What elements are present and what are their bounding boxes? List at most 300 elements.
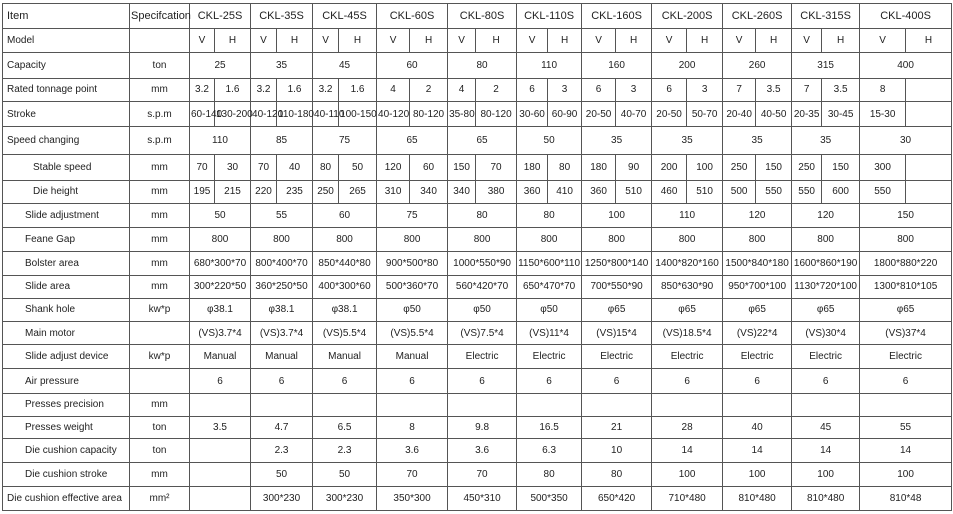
value-cell: 6: [313, 369, 377, 393]
value-cell: 20-40: [723, 101, 756, 126]
value-cell: 180: [517, 155, 548, 180]
value-cell: 15-30: [860, 101, 906, 126]
value-cell: 3.2: [313, 78, 339, 101]
value-cell: 800: [190, 228, 251, 252]
value-cell: 9.8: [448, 416, 517, 438]
value-cell: 70: [377, 463, 448, 486]
value-cell: 85: [251, 127, 313, 155]
value-cell: 315: [792, 53, 860, 78]
spec-row: [3, 463, 952, 486]
row-unit: mm: [130, 228, 190, 252]
value-cell: 300*220*50: [190, 275, 251, 298]
value-cell: 70: [251, 155, 277, 180]
value-cell: 250: [313, 180, 339, 203]
value-cell: 3: [548, 78, 582, 101]
value-cell: 560*420*70: [448, 275, 517, 298]
value-cell: (VS)15*4: [582, 322, 652, 345]
value-cell: 40-50: [756, 101, 792, 126]
value-cell: 150: [756, 155, 792, 180]
value-cell: φ65: [582, 298, 652, 321]
row-unit: [130, 322, 190, 345]
value-cell: (VS)5.5*4: [377, 322, 448, 345]
value-cell: 100: [860, 463, 952, 486]
spec-row: [3, 127, 952, 155]
value-cell: 500*360*70: [377, 275, 448, 298]
value-cell: 75: [377, 203, 448, 227]
spec-row: [3, 155, 952, 180]
value-cell: 6: [517, 369, 582, 393]
value-cell: 50: [339, 155, 377, 180]
row-unit: mm: [130, 78, 190, 101]
value-cell: 1000*550*90: [448, 252, 517, 275]
row-unit: mm: [130, 252, 190, 275]
value-cell: 80: [582, 463, 652, 486]
spec-row: [3, 275, 952, 298]
row-unit: mm²: [130, 486, 190, 510]
row-label: Die cushion capacity: [3, 439, 130, 463]
value-cell: 1.6: [215, 78, 251, 101]
row-label: Slide area: [3, 275, 130, 298]
value-cell: 130-200: [215, 101, 251, 126]
value-cell: 4: [377, 78, 410, 101]
value-cell: 35-80: [448, 101, 476, 126]
value-cell: 1300*810*105: [860, 275, 952, 298]
spec-table-body: [3, 4, 952, 511]
value-cell: 6: [652, 78, 687, 101]
header-model-3: CKL-45S: [313, 4, 377, 29]
value-cell: 60: [410, 155, 448, 180]
spec-row: [3, 29, 952, 53]
value-cell: 700*550*90: [582, 275, 652, 298]
value-cell: V: [723, 29, 756, 53]
row-label: Feane Gap: [3, 228, 130, 252]
value-cell: 55: [251, 203, 313, 227]
value-cell: φ65: [652, 298, 723, 321]
value-cell: 2.3: [251, 439, 313, 463]
value-cell: 40: [277, 155, 313, 180]
value-cell: 45: [792, 416, 860, 438]
header-model-8: CKL-200S: [652, 4, 723, 29]
value-cell: 800: [313, 228, 377, 252]
value-cell: φ38.1: [190, 298, 251, 321]
value-cell: 3: [616, 78, 652, 101]
row-unit: mm: [130, 393, 190, 416]
value-cell: 400: [860, 53, 952, 78]
header-model-11: CKL-400S: [860, 4, 952, 29]
value-cell: 2.3: [313, 439, 377, 463]
value-cell: [582, 393, 652, 416]
value-cell: 215: [215, 180, 251, 203]
value-cell: V: [377, 29, 410, 53]
header-model-7: CKL-160S: [582, 4, 652, 29]
value-cell: 21: [582, 416, 652, 438]
header-item: Item: [3, 4, 130, 29]
value-cell: 3: [687, 78, 723, 101]
value-cell: 20-50: [582, 101, 616, 126]
value-cell: V: [860, 29, 906, 53]
value-cell: 14: [652, 439, 723, 463]
value-cell: 360*250*50: [251, 275, 313, 298]
value-cell: 800: [517, 228, 582, 252]
row-unit: [130, 369, 190, 393]
spec-row: [3, 228, 952, 252]
value-cell: 810*48: [860, 486, 952, 510]
row-unit: ton: [130, 53, 190, 78]
value-cell: 80: [548, 155, 582, 180]
value-cell: [251, 393, 313, 416]
value-cell: 800: [582, 228, 652, 252]
row-label: Rated tonnage point: [3, 78, 130, 101]
value-cell: Electric: [448, 345, 517, 369]
spec-row: [3, 203, 952, 227]
header-specification: Specifcation: [130, 4, 190, 29]
row-label: Die height: [3, 180, 130, 203]
row-unit: s.p.m: [130, 101, 190, 126]
value-cell: 100: [652, 463, 723, 486]
press-spec-table: [2, 3, 952, 511]
spec-row: [3, 439, 952, 463]
value-cell: [190, 486, 251, 510]
value-cell: H: [906, 29, 952, 53]
value-cell: (VS)11*4: [517, 322, 582, 345]
value-cell: φ38.1: [251, 298, 313, 321]
value-cell: [792, 393, 860, 416]
value-cell: 150: [822, 155, 860, 180]
value-cell: Electric: [652, 345, 723, 369]
spec-row: [3, 252, 952, 275]
value-cell: V: [251, 29, 277, 53]
value-cell: (VS)18.5*4: [652, 322, 723, 345]
value-cell: 300: [860, 155, 906, 180]
value-cell: Electric: [517, 345, 582, 369]
row-label: Main motor: [3, 322, 130, 345]
value-cell: 30: [215, 155, 251, 180]
value-cell: 250: [723, 155, 756, 180]
row-unit: ton: [130, 439, 190, 463]
value-cell: Manual: [377, 345, 448, 369]
value-cell: 16.5: [517, 416, 582, 438]
value-cell: 50: [313, 463, 377, 486]
value-cell: Manual: [313, 345, 377, 369]
value-cell: 600: [822, 180, 860, 203]
value-cell: 4.7: [251, 416, 313, 438]
header-model-1: CKL-25S: [190, 4, 251, 29]
row-label: Presses precision: [3, 393, 130, 416]
value-cell: 6: [251, 369, 313, 393]
value-cell: 100: [687, 155, 723, 180]
value-cell: 150: [448, 155, 476, 180]
value-cell: 150: [860, 203, 952, 227]
row-unit: mm: [130, 180, 190, 203]
value-cell: H: [410, 29, 448, 53]
value-cell: 160: [582, 53, 652, 78]
row-label: Stable speed: [3, 155, 130, 180]
value-cell: 30: [860, 127, 952, 155]
value-cell: 65: [377, 127, 448, 155]
value-cell: 3.5: [822, 78, 860, 101]
value-cell: 6: [377, 369, 448, 393]
value-cell: 800: [723, 228, 792, 252]
row-label: Capacity: [3, 53, 130, 78]
value-cell: [906, 180, 952, 203]
spec-row: [3, 78, 952, 101]
value-cell: 250: [792, 155, 822, 180]
value-cell: 100: [792, 463, 860, 486]
value-cell: 60: [377, 53, 448, 78]
spec-row: [3, 180, 952, 203]
value-cell: 40-120: [251, 101, 277, 126]
value-cell: 900*500*80: [377, 252, 448, 275]
value-cell: 14: [723, 439, 792, 463]
value-cell: 80: [448, 203, 517, 227]
value-cell: 360: [582, 180, 616, 203]
row-label: Stroke: [3, 101, 130, 126]
spec-row: [3, 101, 952, 126]
header-model-10: CKL-315S: [792, 4, 860, 29]
value-cell: 265: [339, 180, 377, 203]
row-unit: [130, 29, 190, 53]
value-cell: 3.5: [190, 416, 251, 438]
value-cell: [448, 393, 517, 416]
value-cell: V: [582, 29, 616, 53]
value-cell: 35: [792, 127, 860, 155]
value-cell: 710*480: [652, 486, 723, 510]
value-cell: 110: [652, 203, 723, 227]
value-cell: (VS)3.7*4: [251, 322, 313, 345]
value-cell: 120: [377, 155, 410, 180]
value-cell: 6: [582, 78, 616, 101]
value-cell: V: [652, 29, 687, 53]
spec-row: [3, 322, 952, 345]
value-cell: 70: [448, 463, 517, 486]
value-cell: 80: [517, 463, 582, 486]
value-cell: 50: [517, 127, 582, 155]
value-cell: 1250*800*140: [582, 252, 652, 275]
value-cell: 120: [792, 203, 860, 227]
value-cell: 800: [448, 228, 517, 252]
value-cell: 1600*860*190: [792, 252, 860, 275]
value-cell: 50: [251, 463, 313, 486]
value-cell: 400*300*60: [313, 275, 377, 298]
value-cell: 100: [582, 203, 652, 227]
value-cell: 550: [860, 180, 906, 203]
value-cell: 60-140: [190, 101, 215, 126]
value-cell: 30-45: [822, 101, 860, 126]
row-label: Speed changing: [3, 127, 130, 155]
value-cell: 300*230: [251, 486, 313, 510]
value-cell: 3.2: [190, 78, 215, 101]
value-cell: 35: [652, 127, 723, 155]
value-cell: 300*230: [313, 486, 377, 510]
header-model-9: CKL-260S: [723, 4, 792, 29]
value-cell: 6: [517, 78, 548, 101]
value-cell: 110: [517, 53, 582, 78]
value-cell: 460: [652, 180, 687, 203]
value-cell: 6: [792, 369, 860, 393]
value-cell: V: [448, 29, 476, 53]
value-cell: 7: [723, 78, 756, 101]
value-cell: 310: [377, 180, 410, 203]
value-cell: 1.6: [277, 78, 313, 101]
value-cell: 90: [616, 155, 652, 180]
value-cell: 6: [582, 369, 652, 393]
value-cell: [860, 393, 952, 416]
value-cell: 6.3: [517, 439, 582, 463]
value-cell: Manual: [190, 345, 251, 369]
value-cell: H: [687, 29, 723, 53]
row-label: Model: [3, 29, 130, 53]
value-cell: 6: [860, 369, 952, 393]
value-cell: H: [548, 29, 582, 53]
value-cell: 40: [723, 416, 792, 438]
header-model-6: CKL-110S: [517, 4, 582, 29]
value-cell: 110-180: [277, 101, 313, 126]
header-model-2: CKL-35S: [251, 4, 313, 29]
value-cell: 35: [582, 127, 652, 155]
value-cell: (VS)37*4: [860, 322, 952, 345]
value-cell: 3.6: [377, 439, 448, 463]
value-cell: 50-70: [687, 101, 723, 126]
header-model-5: CKL-80S: [448, 4, 517, 29]
value-cell: 80-120: [410, 101, 448, 126]
spec-row: [3, 345, 952, 369]
value-cell: 1400*820*160: [652, 252, 723, 275]
row-label: Bolster area: [3, 252, 130, 275]
value-cell: Electric: [792, 345, 860, 369]
value-cell: 195: [190, 180, 215, 203]
row-label: Shank hole: [3, 298, 130, 321]
value-cell: (VS)3.7*4: [190, 322, 251, 345]
value-cell: 950*700*100: [723, 275, 792, 298]
value-cell: [906, 78, 952, 101]
value-cell: V: [313, 29, 339, 53]
value-cell: 650*420: [582, 486, 652, 510]
value-cell: 810*480: [792, 486, 860, 510]
value-cell: 380: [476, 180, 517, 203]
value-cell: 40-70: [616, 101, 652, 126]
value-cell: 7: [792, 78, 822, 101]
value-cell: [377, 393, 448, 416]
value-cell: Manual: [251, 345, 313, 369]
value-cell: 6: [448, 369, 517, 393]
value-cell: Electric: [582, 345, 652, 369]
value-cell: φ50: [448, 298, 517, 321]
spec-row: [3, 298, 952, 321]
value-cell: 410: [548, 180, 582, 203]
value-cell: [906, 155, 952, 180]
value-cell: 80: [517, 203, 582, 227]
value-cell: 800: [377, 228, 448, 252]
value-cell: (VS)30*4: [792, 322, 860, 345]
value-cell: 1500*840*180: [723, 252, 792, 275]
spec-row: [3, 486, 952, 510]
value-cell: 800: [251, 228, 313, 252]
value-cell: 680*300*70: [190, 252, 251, 275]
value-cell: 220: [251, 180, 277, 203]
value-cell: 80: [448, 53, 517, 78]
value-cell: [190, 463, 251, 486]
spec-row: [3, 416, 952, 438]
value-cell: 20-35: [792, 101, 822, 126]
spec-row: [3, 393, 952, 416]
value-cell: 510: [616, 180, 652, 203]
value-cell: 45: [313, 53, 377, 78]
row-unit: mm: [130, 155, 190, 180]
value-cell: 10: [582, 439, 652, 463]
value-cell: 200: [652, 155, 687, 180]
value-cell: 110: [190, 127, 251, 155]
value-cell: [190, 393, 251, 416]
value-cell: 14: [792, 439, 860, 463]
value-cell: H: [476, 29, 517, 53]
spec-row: [3, 369, 952, 393]
value-cell: 20-50: [652, 101, 687, 126]
value-cell: 6: [723, 369, 792, 393]
value-cell: 340: [410, 180, 448, 203]
value-cell: V: [190, 29, 215, 53]
value-cell: 340: [448, 180, 476, 203]
row-unit: ton: [130, 416, 190, 438]
value-cell: H: [277, 29, 313, 53]
row-unit: mm: [130, 463, 190, 486]
row-label: Slide adjustment: [3, 203, 130, 227]
value-cell: 200: [652, 53, 723, 78]
value-cell: H: [339, 29, 377, 53]
value-cell: 180: [582, 155, 616, 180]
value-cell: 40-110: [313, 101, 339, 126]
row-label: Die cushion effective area: [3, 486, 130, 510]
value-cell: φ50: [517, 298, 582, 321]
value-cell: (VS)7.5*4: [448, 322, 517, 345]
spec-row: [3, 53, 952, 78]
value-cell: 550: [756, 180, 792, 203]
value-cell: 3.5: [756, 78, 792, 101]
value-cell: 25: [190, 53, 251, 78]
value-cell: 60: [313, 203, 377, 227]
value-cell: 810*480: [723, 486, 792, 510]
value-cell: 3.2: [251, 78, 277, 101]
value-cell: φ65: [723, 298, 792, 321]
value-cell: [313, 393, 377, 416]
row-label: Presses weight: [3, 416, 130, 438]
value-cell: (VS)5.5*4: [313, 322, 377, 345]
value-cell: V: [517, 29, 548, 53]
value-cell: φ65: [792, 298, 860, 321]
value-cell: 14: [860, 439, 952, 463]
value-cell: 850*440*80: [313, 252, 377, 275]
value-cell: 2: [476, 78, 517, 101]
value-cell: φ65: [860, 298, 952, 321]
value-cell: 8: [860, 78, 906, 101]
value-cell: 360: [517, 180, 548, 203]
value-cell: 3.6: [448, 439, 517, 463]
value-cell: H: [616, 29, 652, 53]
value-cell: 100: [723, 463, 792, 486]
value-cell: 80: [313, 155, 339, 180]
value-cell: 8: [377, 416, 448, 438]
row-unit: mm: [130, 203, 190, 227]
value-cell: 40-120: [377, 101, 410, 126]
value-cell: 450*310: [448, 486, 517, 510]
value-cell: 65: [448, 127, 517, 155]
value-cell: 35: [251, 53, 313, 78]
value-cell: 260: [723, 53, 792, 78]
value-cell: 800: [652, 228, 723, 252]
value-cell: 1150*600*110: [517, 252, 582, 275]
header-model-4: CKL-60S: [377, 4, 448, 29]
value-cell: 75: [313, 127, 377, 155]
value-cell: 4: [448, 78, 476, 101]
